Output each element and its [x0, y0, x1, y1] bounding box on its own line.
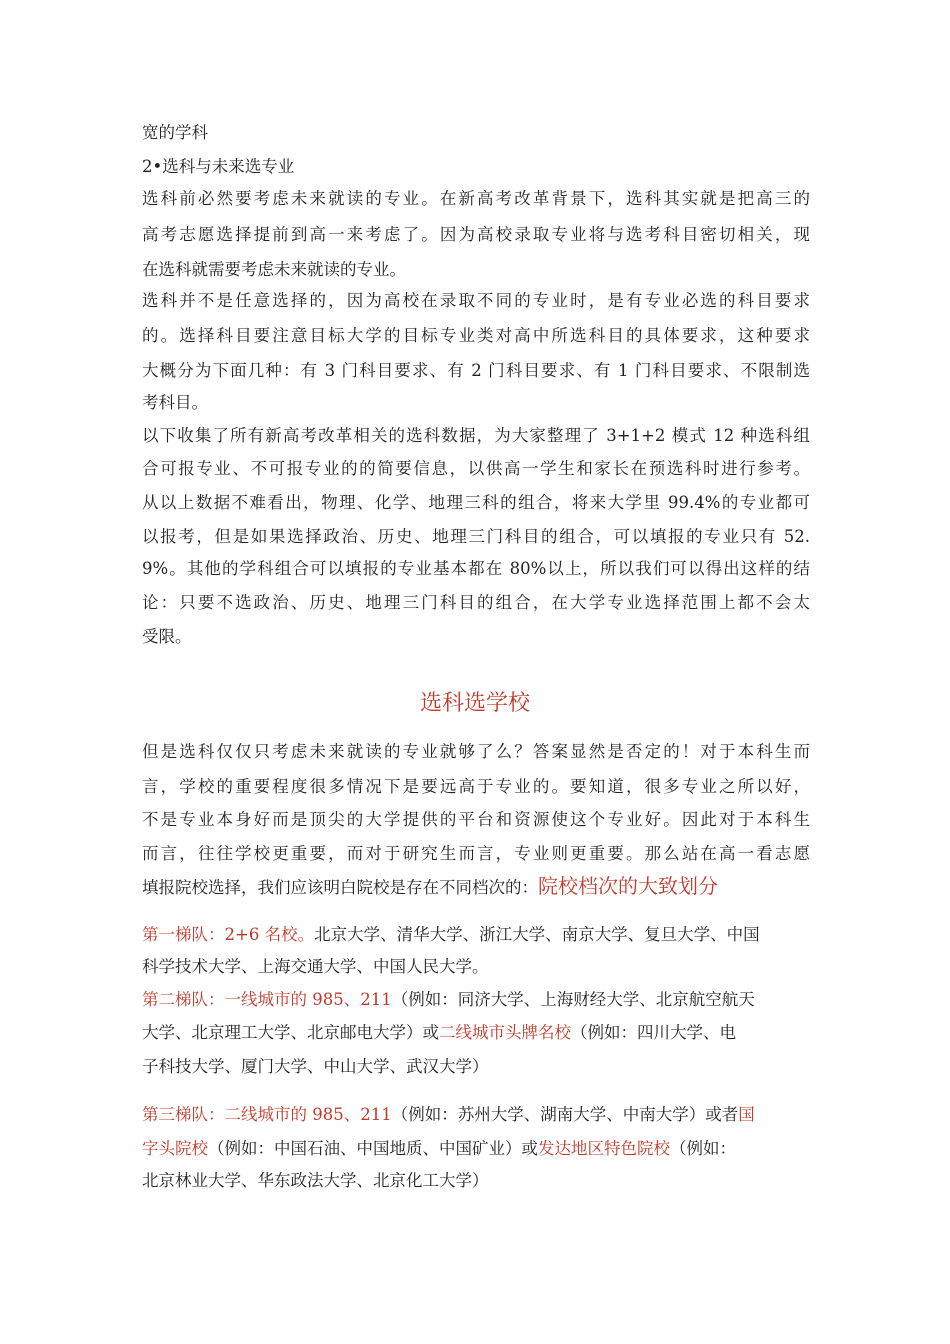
text-line: 宽的学科: [142, 123, 208, 142]
tier3-text: （例如：苏州大学、湖南大学、中南大学）或者: [391, 1105, 739, 1124]
tier1-line: [142, 924, 810, 946]
tier2-text: （例如：四川大学、电: [571, 1023, 736, 1042]
paragraph-line: 言，学校的重要程度很多情况下是要远高于专业的。要知道，很多专业之所以好，: [142, 777, 810, 796]
paragraph-line: 但是选科仅仅只考虑未来就读的专业就够了么？答案显然是否定的！对于本科生而: [142, 742, 810, 761]
paragraph-line: 的。选择科目要注意目标大学的目标专业类对高中所选科目的具体要求，这种要求: [142, 326, 810, 345]
paragraph-line: 选科前必然要考虑未来就读的专业。在新高考改革背景下，选科其实就是把高三的: [142, 189, 810, 208]
tier3-line: [142, 1104, 810, 1126]
paragraph-line: 从以上数据不难看出，物理、化学、地理三科的组合，将来大学里 99.4%的专业都可: [142, 493, 810, 512]
tier1-label: 第一梯队：2+6 名校。: [142, 925, 315, 944]
tier2-text: （例如：同济大学、上海财经大学、北京航空航天: [391, 990, 755, 1009]
tier2-line: 子科技大学、厦门大学、中山大学、武汉大学）: [142, 1057, 489, 1076]
tier2-text: 大学、北京理工大学、北京邮电大学）或: [142, 1023, 439, 1042]
tier3-text: （例如：中国石油、中国地质、中国矿业）或: [208, 1139, 538, 1158]
paragraph-line: 以报考，但是如果选择政治、历史、地理三门科目的组合，可以填报的专业只有 52.: [142, 527, 810, 546]
tier3-highlight: 国: [738, 1105, 755, 1124]
tier2-label: 第二梯队：一线城市的 985、211: [142, 990, 392, 1009]
tier2-line: [142, 1022, 810, 1044]
paragraph-line: 大概分为下面几种：有 3 门科目要求、有 2 门科目要求、有 1 门科目要求、不限制选: [142, 361, 810, 380]
section-subheading: 2•选科与未来选专业: [142, 157, 295, 176]
paragraph-line: 不是专业本身好而是顶尖的大学提供的平台和资源使这个专业好。因此对于本科生: [142, 810, 810, 829]
tier2-line: [142, 989, 810, 1011]
paragraph-line: 合可报专业、不可报专业的的简要信息，以供高一学生和家长在预选科时进行参考。: [142, 459, 810, 478]
tier3-line: 北京林业大学、华东政法大学、北京化工大学）: [142, 1171, 489, 1190]
tier3-highlight: 发达地区特色院校: [538, 1139, 670, 1158]
paragraph-line: 考科目。: [142, 393, 208, 412]
paragraph-line: 选科并不是任意选择的，因为高校在录取不同的专业时，是有专业必选的科目要求: [142, 291, 810, 310]
paragraph-line: 高考志愿选择提前到高一来考虑了。因为高校录取专业将与选考科目密切相关，现: [142, 225, 810, 244]
paragraph-line: 而言，往往学校更重要，而对于研究生而言，专业则更重要。那么站在高一看志愿: [142, 844, 810, 863]
tier3-line: [142, 1138, 810, 1160]
tier3-text: （例如：: [670, 1139, 736, 1158]
paragraph-line: 9%。其他的学科组合可以填报的专业基本都在 80%以上，所以我们可以得出这样的结: [142, 559, 810, 578]
tier1-text: 北京大学、清华大学、浙江大学、南京大学、复旦大学、中国: [314, 925, 760, 944]
tier3-highlight: 字头院校: [142, 1139, 208, 1158]
paragraph-line: [142, 875, 810, 899]
tier3-label: 第三梯队：二线城市的 985、211: [142, 1105, 392, 1124]
tier2-highlight: 二线城市头牌名校: [439, 1023, 571, 1042]
paragraph-line: 在选科就需要考虑未来就读的专业。: [142, 260, 406, 279]
paragraph-line: 受限。: [142, 627, 192, 646]
section-heading: 选科选学校: [419, 691, 530, 716]
paragraph-line: 论：只要不选政治、历史、地理三门科目的组合，在大学专业选择范围上都不会太: [142, 593, 810, 612]
paragraph-line: 以下收集了所有新高考改革相关的选科数据，为大家整理了 3+1+2 模式 12 种选科组: [142, 426, 810, 445]
highlight-text: 院校档次的大致划分: [538, 875, 718, 898]
paragraph-text: 填报院校选择，我们应该明白院校是存在不同档次的：: [142, 878, 538, 897]
tier1-line: 科学技术大学、上海交通大学、中国人民大学。: [142, 957, 489, 976]
